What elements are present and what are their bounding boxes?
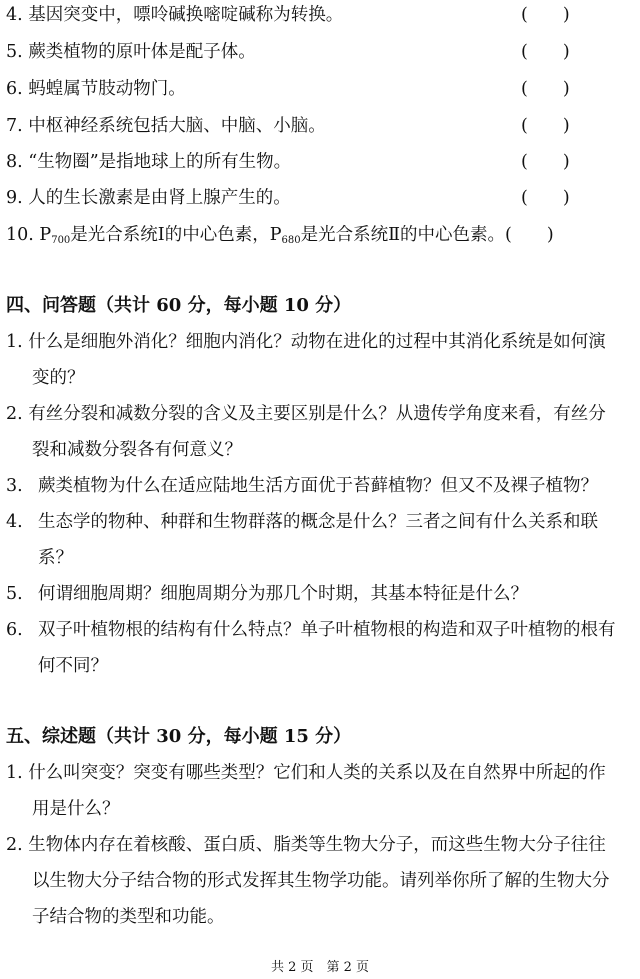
question-4-4: 4. 生态学的物种、种群和生物群落的概念是什么？三者之间有什么关系和联: [6, 512, 598, 532]
answer-parentheses: ( ): [521, 188, 570, 208]
section-4-title: 四、问答题（共计 60 分，每小题 10 分）: [6, 295, 352, 316]
page-footer: 共 2 页 第 2 页: [270, 960, 370, 975]
question-4-1: 1. 什么是细胞外消化？细胞内消化？动物在进化的过程中其消化系统是如何演: [6, 332, 606, 352]
answer-parentheses: ( ): [521, 42, 570, 62]
question-4-4-cont: 系？: [38, 548, 73, 568]
judgment-item-7: 7. 中枢神经系统包括大脑、中脑、小脑。: [6, 116, 326, 136]
judgment-item-9: 9. 人的生长激素是由肾上腺产生的。: [6, 188, 291, 208]
question-4-1-cont: 变的？: [32, 368, 85, 388]
answer-parentheses: ( ): [521, 5, 570, 25]
question-5-1-cont: 用是什么？: [32, 799, 120, 819]
question-4-2: 2. 有丝分裂和减数分裂的含义及主要区别是什么？从遗传学角度来看，有丝分: [6, 404, 606, 424]
judgment-item-5: 5. 蕨类植物的原叶体是配子体。: [6, 42, 256, 62]
judgment-item-6: 6. 蚂蝗属节肢动物门。: [6, 79, 186, 99]
question-4-6-cont: 何不同？: [38, 656, 108, 676]
question-5-1: 1. 什么叫突变？突变有哪些类型？它们和人类的关系以及在自然界中所起的作: [6, 763, 606, 783]
judgment-item-8: 8. “生物圈”是指地球上的所有生物。: [6, 152, 292, 172]
question-4-3: 3. 蕨类植物为什么在适应陆地生活方面优于苔藓植物？但又不及裸子植物？: [6, 476, 598, 496]
answer-parentheses: ( ): [521, 116, 570, 136]
section-5-title: 五、综述题（共计 30 分，每小题 15 分）: [6, 726, 352, 747]
answer-parentheses: ( ): [505, 225, 554, 245]
question-4-2-cont: 裂和减数分裂各有何意义？: [32, 440, 242, 460]
answer-parentheses: ( ): [521, 79, 570, 99]
question-5-2: 2. 生物体内存在着核酸、蛋白质、脂类等生物大分子，而这些生物大分子往往: [6, 835, 606, 855]
judgment-item-4: 4. 基因突变中，嘌呤碱换嘧啶碱称为转换。: [6, 5, 344, 25]
question-5-2-cont: 以生物大分子结合物的形式发挥其生物学功能。请列举你所了解的生物大分: [32, 871, 610, 891]
question-5-2-cont-2: 子结合物的类型和功能。: [32, 907, 225, 927]
question-4-5: 5. 何谓细胞周期？细胞周期分为那几个时期，其基本特征是什么？: [6, 584, 528, 604]
question-4-6: 6. 双子叶植物根的结构有什么特点？单子叶植物根的构造和双子叶植物的根有: [6, 620, 616, 640]
judgment-item-10: 10. $P_{700}$是光合系统Ⅰ的中心色素，$P_{680}$是光合系统Ⅱ的中心色素。( ): [6, 225, 554, 246]
answer-parentheses: ( ): [521, 152, 570, 172]
